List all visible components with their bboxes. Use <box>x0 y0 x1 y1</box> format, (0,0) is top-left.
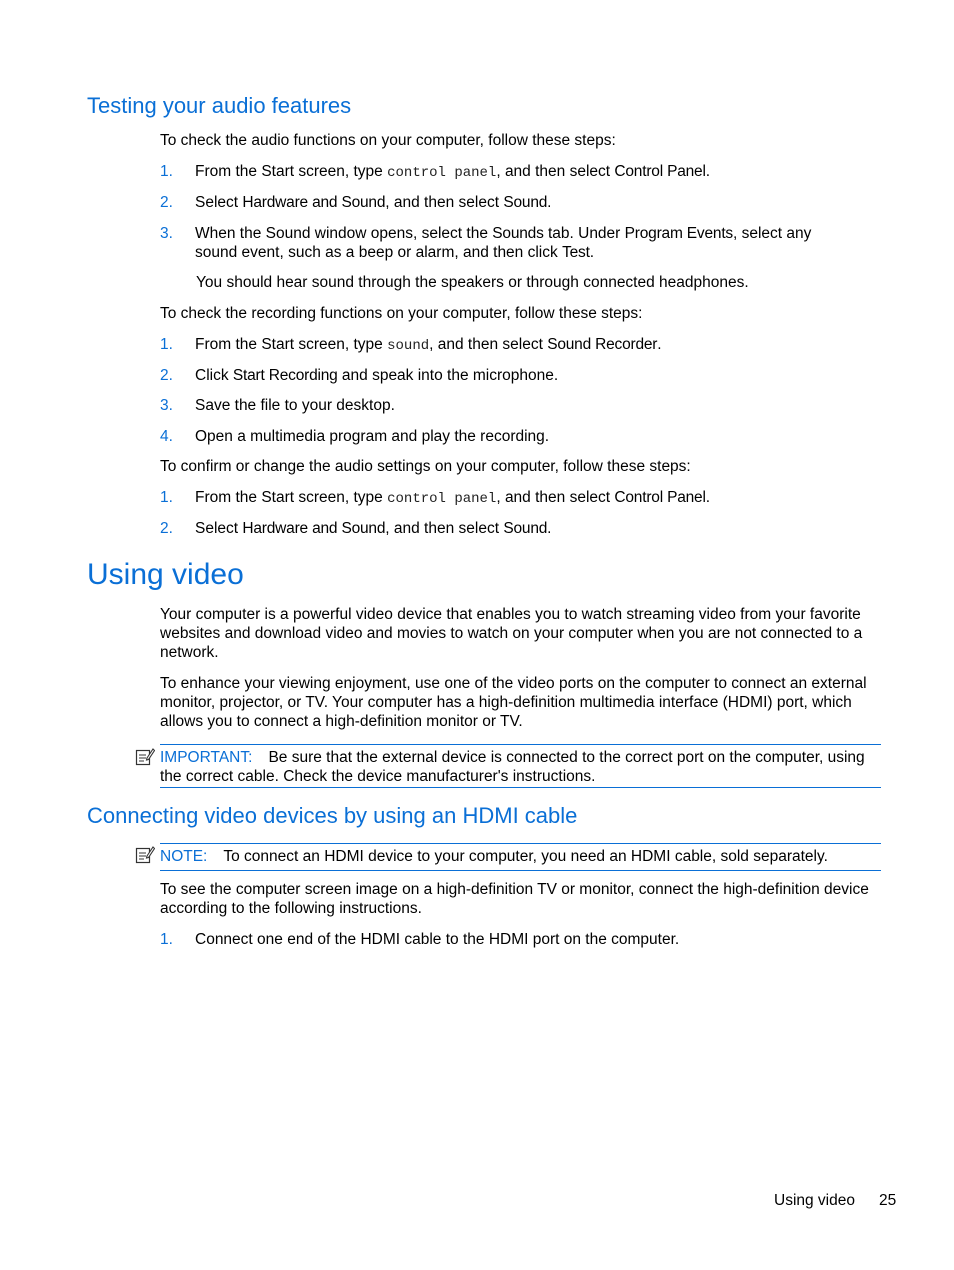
step-text: From the Start screen, type control panel, and then select Control Panel. <box>195 163 711 181</box>
step-number: 3. <box>160 225 173 242</box>
body-paragraph: To enhance your viewing enjoyment, use one of the video ports on the computer to connect an external monitor, projector, or TV. Your computer has a high-definition multimedia interface (HDMI) port, which allows you to connect a high-definition monitor or TV. <box>160 675 867 730</box>
ui-term: Hardware and Sound <box>242 520 386 537</box>
section-heading-hdmi: Connecting video devices by using an HDMI cable <box>87 803 578 828</box>
step-note: You should hear sound through the speakers or through connected headphones. <box>196 274 749 291</box>
body-paragraph: To see the computer screen image on a high-definition TV or monitor, connect the high-definition device according to the following instructions. <box>160 881 869 917</box>
note-label: NOTE: <box>160 848 208 865</box>
step-text: From the Start screen, type control panel, and then select Control Panel. <box>195 489 711 507</box>
important-note <box>160 744 881 788</box>
code-text: control panel <box>387 491 497 507</box>
note-text: NOTE: To connect an HDMI device to your computer, you need an HDMI cable, sold separately. <box>160 848 828 865</box>
step-text: Connect one end of the HDMI cable to the HDMI port on the computer. <box>195 931 680 948</box>
step-number: 1. <box>160 163 173 180</box>
step-text: Open a multimedia program and play the recording. <box>195 428 550 445</box>
step-number: 2. <box>160 194 173 211</box>
ui-term: Sound <box>503 194 548 211</box>
ui-term: Control Panel <box>614 489 706 506</box>
ui-term: Sounds <box>492 225 544 242</box>
important-label: IMPORTANT: <box>160 749 253 766</box>
step-number: 1. <box>160 489 173 506</box>
body-paragraph: Your computer is a powerful video device that enables you to watch streaming video from your favorite websites and download video and movies to watch on your computer when you are not connected to a network. <box>160 606 863 661</box>
step-text: Select Hardware and Sound, and then select Sound. <box>195 194 552 211</box>
section-heading-testing-audio: Testing your audio features <box>87 93 352 118</box>
intro-paragraph: To check the recording functions on your computer, follow these steps: <box>160 305 643 322</box>
code-text: sound <box>387 338 430 354</box>
step-text: When the Sound window opens, select the Sounds tab. Under Program Events, select any sound event, such as a beep or alarm, and then click Test. <box>195 225 812 261</box>
note-icon <box>135 845 155 865</box>
step-number: 4. <box>160 428 173 445</box>
section-heading-using-video: Using video <box>87 558 244 591</box>
ui-term: Test <box>562 244 590 261</box>
footer-section-title: Using video <box>774 1192 855 1209</box>
step-number: 2. <box>160 367 173 384</box>
important-note-text: IMPORTANT: Be sure that the external device is connected to the correct port on the computer, using the correct cable. Check the device manufacturer's instructions. <box>160 749 865 785</box>
step-text: Click Start Recording and speak into the microphone. <box>195 367 559 384</box>
step-number: 1. <box>160 336 173 353</box>
intro-paragraph: To confirm or change the audio settings on your computer, follow these steps: <box>160 458 691 475</box>
step-text: Save the file to your desktop. <box>195 397 395 414</box>
code-text: control panel <box>387 165 497 181</box>
page-number: 25 <box>879 1192 897 1209</box>
ui-term: Hardware and Sound <box>242 194 386 211</box>
step-text: Select Hardware and Sound, and then select Sound. <box>195 520 552 537</box>
ui-term: Control Panel <box>614 163 706 180</box>
step-number: 3. <box>160 397 173 414</box>
intro-paragraph: To check the audio functions on your computer, follow these steps: <box>160 132 616 149</box>
note <box>160 843 881 871</box>
ui-term: Program Events <box>624 225 733 242</box>
important-note-icon <box>135 747 155 767</box>
ui-term: Start Recording <box>232 367 338 384</box>
ui-term: Sound <box>503 520 548 537</box>
step-number: 2. <box>160 520 173 537</box>
ui-term: Sound Recorder <box>547 336 658 353</box>
step-number: 1. <box>160 931 173 948</box>
step-text: From the Start screen, type sound, and then select Sound Recorder. <box>195 336 662 354</box>
